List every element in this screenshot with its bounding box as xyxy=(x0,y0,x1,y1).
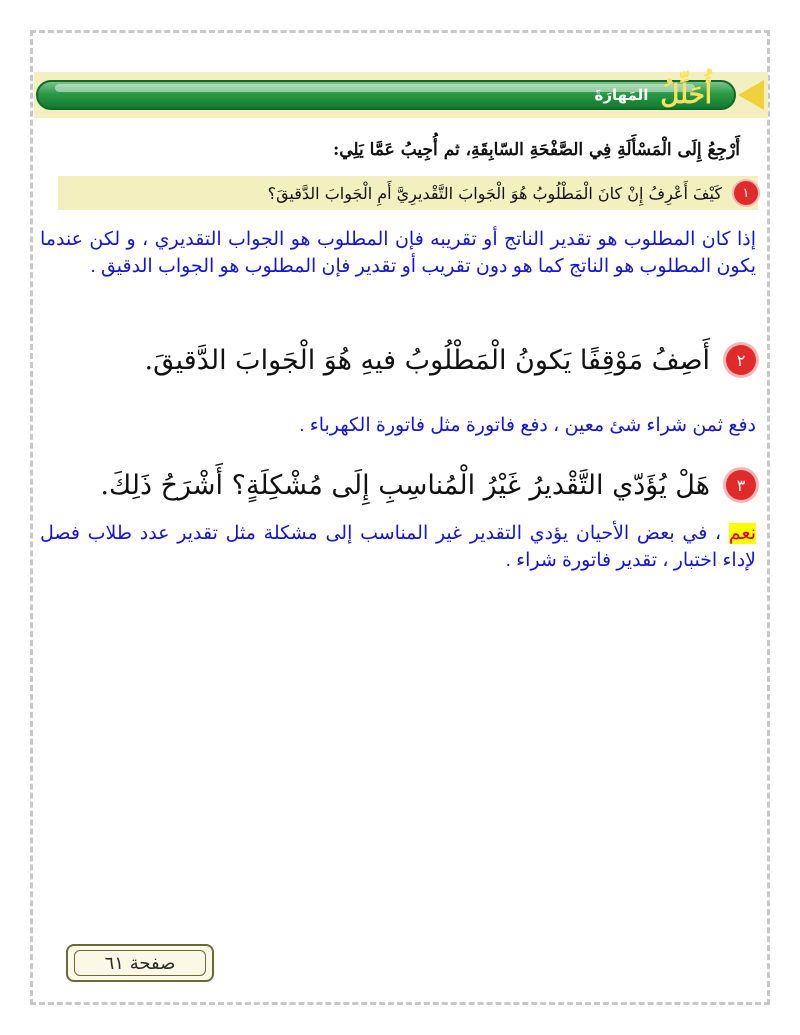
highlighted-word: نعم xyxy=(728,523,756,544)
question-text: أَصِفُ مَوْقِفًا يَكونُ الْمَطْلُوبُ فيهِ هُوَ الْجَوابَ الدَّقيقَ. xyxy=(144,344,710,376)
question-text: كَيْفَ أَعْرِفُ إِنْ كانَ الْمَطْلُوبُ هُوَ الْجَوابَ التَّقْديرِيَّ أَمِ الْجَوابَ الدَّقيقَ؟ xyxy=(267,183,722,203)
question-1 xyxy=(58,176,758,210)
question-text: هَلْ يُؤَدّي التَّقْديرُ غَيْرُ الْمُناسِبِ إِلَى مُشْكِلَةٍ؟ أَشْرَحُ ذَلِكَ. xyxy=(100,469,710,501)
banner-main-title: أُحَلِّلُ xyxy=(660,80,712,110)
question-number-badge: ٢ xyxy=(726,345,756,375)
answer-2: دفع ثمن شراء شئ معين ، دفع فاتورة مثل فاتورة الكهرباء . xyxy=(299,415,756,436)
answer-3-text: ، في بعض الأحيان يؤدي التقدير غير المناسب إلى مشكلة مثل تقدير عدد طلاب فصل لإداء اختبار ، تقدير فاتورة شراء . xyxy=(40,523,756,571)
instruction-text: أَرْجِعُ إِلَى الْمَسْأَلَةِ فِي الصَّفْحَةِ السّابِقَةِ، ثم أُجِيبُ عَمَّا يَلِي: xyxy=(332,140,740,160)
banner-arrow-icon xyxy=(738,80,764,110)
page-number-tab xyxy=(66,944,214,982)
question-3 xyxy=(56,460,756,510)
answer-3 xyxy=(40,520,756,574)
question-2 xyxy=(56,332,756,388)
question-number-badge: ٣ xyxy=(726,470,756,500)
question-number-badge: ١ xyxy=(734,181,758,205)
banner-title xyxy=(595,78,712,112)
banner-subtitle: المَهارَةَ xyxy=(594,86,649,104)
answer-1: إذا كان المطلوب هو تقدير الناتج أو تقريبه فإن المطلوب هو الجواب التقديري ، و لكن عندما يكون المطلوب هو الناتج كما هو دون تقريب أو تقدير فإن المطلوب هو الجواب الدقيق . xyxy=(40,229,756,277)
page-number-label: صفحة ٦١ xyxy=(104,952,176,974)
